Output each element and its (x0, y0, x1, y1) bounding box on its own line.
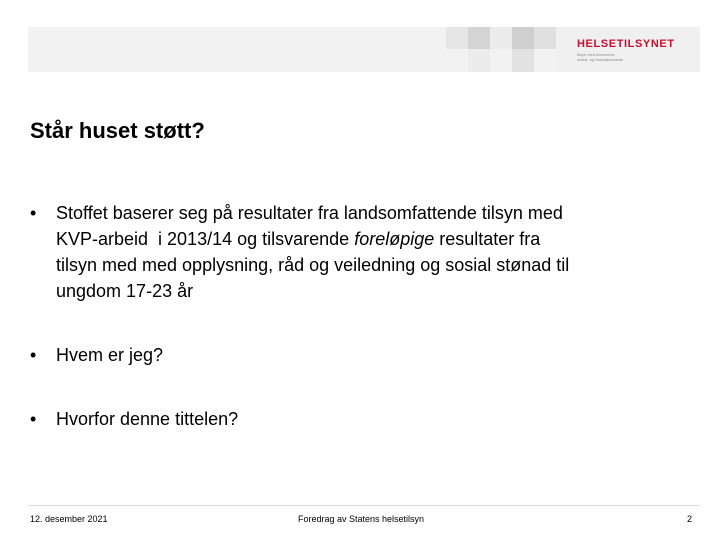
header-tile (490, 27, 512, 49)
text-run: tilsyn med med opplysning, råd og veiledning og sosial stønad til (56, 255, 570, 275)
slide-title: Står huset støtt? (30, 118, 205, 143)
text-run: Stoffet baserer seg på resultater fra landsomfattende tilsyn med (56, 203, 563, 223)
bullet-text (56, 342, 720, 368)
footer-divider (28, 505, 700, 506)
bullet-dot-icon: • (30, 203, 37, 223)
header-tile (468, 27, 490, 49)
logo-tagline-line: sosial- og helsetjenestene (577, 57, 624, 62)
bullet-item (30, 200, 720, 304)
text-run: ungdom 17-23 år (56, 281, 194, 301)
text-run: Hvem er jeg? (56, 345, 164, 365)
bullet-line (56, 252, 720, 278)
logo-tagline-line: tilsyn med barnevern, (577, 52, 616, 57)
page-number: 2 (686, 514, 692, 524)
text-run: Hvorfor denne tittelen? (56, 409, 239, 429)
bullet-dot-icon: • (30, 409, 37, 429)
text-run: resultater fra (434, 229, 541, 249)
logo-tagline (577, 52, 623, 62)
text-run: KVP-arbeid i 2013/14 og tilsvarende (56, 229, 355, 249)
bullet-text (56, 406, 720, 432)
header-tile (446, 27, 468, 49)
header-tile (512, 27, 534, 49)
header-tile (534, 27, 556, 49)
bullet-dot-icon: • (30, 345, 37, 365)
italic-text-run: foreløpige (354, 229, 435, 249)
bullet-line (56, 278, 720, 304)
header-tile (512, 49, 534, 72)
bullet-item (30, 342, 720, 368)
footer-source: Foredrag av Statens helsetilsyn (298, 514, 425, 524)
bullet-line (56, 200, 720, 226)
bullet-line (56, 226, 720, 252)
header-tile (468, 49, 490, 72)
bullet-text (56, 200, 720, 304)
bullet-item (30, 406, 720, 432)
logo-wordmark (577, 38, 675, 50)
logo-word-part2: TILSYNET (616, 38, 675, 50)
logo-word-part1: HELSE (577, 38, 617, 50)
footer-date: 12. desember 2021 (30, 514, 108, 524)
